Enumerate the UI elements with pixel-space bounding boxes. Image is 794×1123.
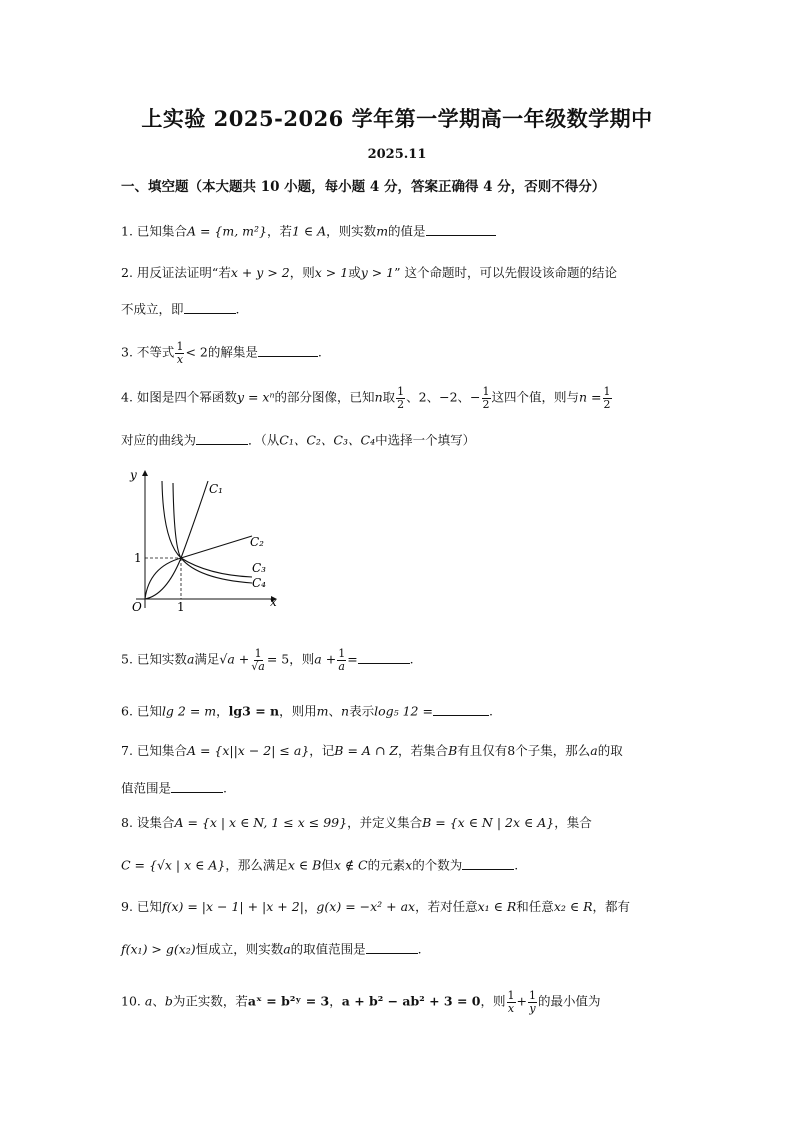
answer-blank[interactable] [366, 940, 418, 954]
question-4-line-2: 对应的曲线为 ．（从C₁、C₂、C₃、C₄中选择一个填写） [121, 432, 476, 448]
question-9-line-2: f(x₁) > g(x₂)恒成立，则实数a的取值范围是 . [121, 941, 422, 957]
y-axis-label: y [130, 468, 137, 482]
answer-blank[interactable] [426, 222, 496, 236]
x-axis-label: x [270, 595, 277, 609]
question-2-line-2: 不成立，即 . [121, 301, 240, 317]
question-6: 6. 已知lg 2 = m，lg3 = n，则用m、n表示log₅ 12 = . [121, 703, 493, 719]
answer-blank[interactable] [358, 650, 410, 664]
question-10: 10. a、b为正实数，若aˣ = b²ʸ = 3，a + b² − ab² + 3 = 0，则 $\frac{1}{x}$ + $\frac{1}{y}$ 的最小值为 [121, 989, 601, 1015]
curve-label-c1: C₁ [209, 482, 223, 496]
curve-label-c3: C₃ [252, 561, 266, 575]
fraction: $\frac{1}{a}$ [338, 647, 346, 673]
curve-c2 [145, 536, 252, 599]
curve-label-c4: C₄ [252, 576, 266, 590]
power-function-graph [116, 463, 286, 613]
exam-title: 上实验 2025-2026 学年第一学期高一年级数学期中 [141, 106, 653, 131]
fraction: $\frac{1}{x}$ [507, 989, 515, 1015]
question-8-line-1: 8. 设集合A = {x | x ∈ N, 1 ≤ x ≤ 99}，并定义集合B = {x ∈ N | 2x ∈ A}，集合 [121, 815, 592, 830]
question-7-line-2: 值范围是 . [121, 780, 227, 796]
question-8-line-2: C = {√x | x ∈ A}，那么满足x ∈ B但x ∉ C的元素x的个数为 . [121, 857, 519, 873]
question-9-line-1: 9. 已知f(x) = |x − 1| + |x + 2|，g(x) = −x² + ax，若对任意x₁ ∈ R和任意x₂ ∈ R，都有 [121, 899, 630, 914]
question-4-line-1: 4. 如图是四个幂函数y = xⁿ的部分图像，已知n取 $\frac{1}{2}$ 、2、−2、− $\frac{1}{2}$ 这四个值，则与n = $\frac{1}{2}$ [121, 385, 611, 411]
question-2-line-1: 2. 用反证法证明“若x + y > 2，则x > 1或y > 1” 这个命题时，可以先假设该命题的结论 [121, 265, 618, 280]
fraction: $\frac{1}{2}$ [397, 385, 405, 411]
fraction: $\frac{1}{√a}$ [251, 647, 265, 673]
curve-c4 [173, 483, 252, 583]
origin-label: O [132, 600, 142, 613]
answer-blank[interactable] [433, 702, 489, 716]
fraction: $\frac{1}{x}$ [176, 340, 184, 366]
y-tick-label: 1 [134, 551, 142, 565]
fraction: $\frac{1}{y}$ [529, 989, 536, 1015]
fraction: $\frac{1}{2}$ [603, 385, 611, 411]
x-tick-label: 1 [177, 600, 185, 613]
question-5: 5. 已知实数a满足√a + $\frac{1}{√a}$ = 5，则a + $\frac{1}{a}$ = . [121, 647, 414, 673]
section-heading: 一、填空题（本大题共 10 小题，每小题 4 分，答案正确得 4 分，否则不得分） [121, 179, 606, 195]
answer-blank[interactable] [184, 300, 236, 314]
question-3: 3. 不等式 $\frac{1}{x}$ < 2的解集是 . [121, 340, 322, 366]
answer-blank[interactable] [258, 343, 318, 357]
fraction: $\frac{1}{2}$ [482, 385, 490, 411]
answer-blank[interactable] [196, 431, 248, 445]
question-7-line-1: 7. 已知集合A = {x||x − 2| ≤ a}，记B = A ∩ Z，若集合B有且仅有8个子集，那么a的取 [121, 743, 623, 758]
answer-blank[interactable] [171, 779, 223, 793]
answer-blank[interactable] [462, 856, 514, 870]
exam-date: 2025.11 [367, 147, 427, 162]
curve-label-c2: C₂ [250, 535, 264, 549]
question-1: 1. 已知集合A = {m, m²}，若1 ∈ A，则实数m的值是 [121, 222, 496, 239]
